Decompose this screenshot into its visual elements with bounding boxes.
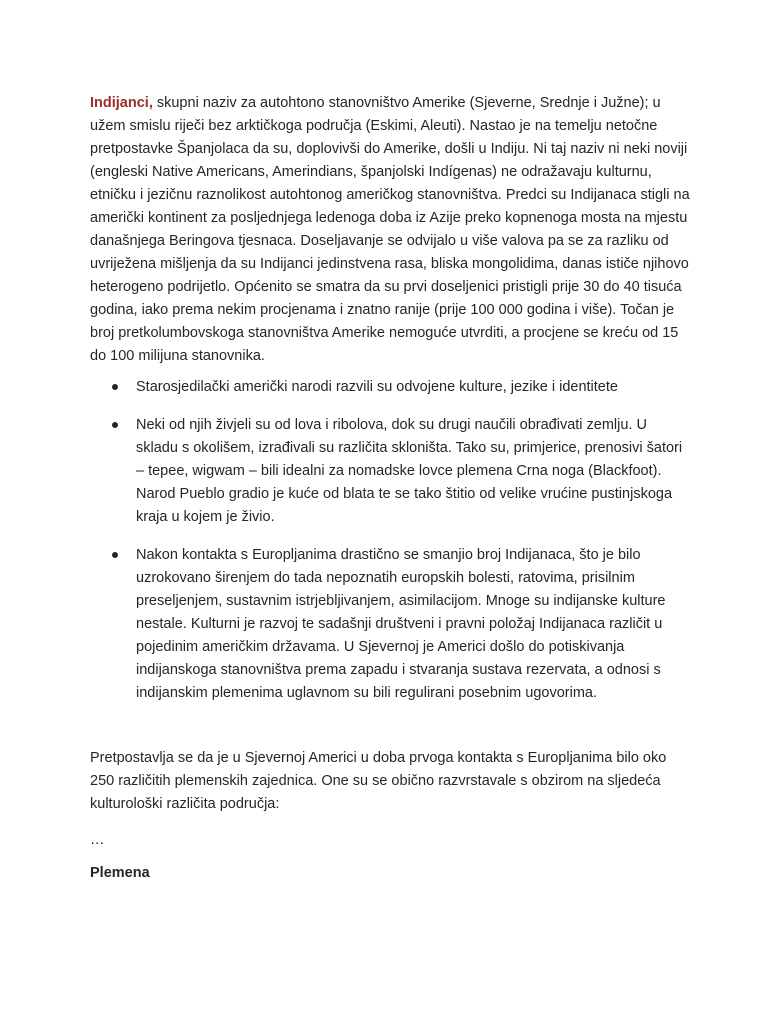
bullet-icon [112,384,118,390]
list-item [90,544,690,705]
bullet-icon [112,552,118,558]
list-item-text: Neki od njih živjeli su od lova i ribolova, dok su drugi naučili obrađivati zemlju. U skladu s okolišem, izrađivali su različita skloništa. Tako su, primjerice, prenosivi šatori – tepee, wigwam – bili idealni za nomadske lovce plemena Crna noga (Blackfoot). Narod Pueblo gradio je kuće od blata te se tako štitio od velike vrućine pustinjskoga kraja u kojem je živio. [136,417,683,525]
second-paragraph: Pretpostavlja se da je u Sjevernoj Americi u doba prvoga kontakta s Europljanima bilo oko 250 različitih plemenskih zajednica. One su se obično razvrstavale s obzirom na sljedeća kulturološki različita područja: [90,750,667,812]
ellipsis: … [90,832,105,848]
list-item-text: Nakon kontakta s Europljanima drastično se smanjio broj Indijanaca, što je bilo uzrokovano širenjem do tada nepoznatih europskih bolesti, ratovima, prisilnim preseljenjem, sustavnim istrjebljivanjem, asimilacijom. Mnoge su indijanske kulture nestale. Kulturni je razvoj te sadašnji društveni i pravni položaj Indijanaca različit u pojedinim američkim državama. U Sjevernoj je Americi došlo do potiskivanja indijanskoga stanovništva prema zapadu i stvaranja sustava rezervata, a odnosi s indijanskim plemenima uglavnom su bili regulirani posebnim ugovorima. [136,547,666,701]
list-item [90,414,690,529]
section-heading: Plemena [90,865,150,881]
bullet-icon [112,422,118,428]
term-indijanci: Indijanci, [90,95,153,111]
list-item [90,376,690,399]
intro-paragraph [90,92,690,368]
intro-text: skupni naziv za autohtono stanovništvo Amerike (Sjeverne, Srednje i Južne); u užem smislu riječi bez arktičkoga područja (Eskimi, Aleuti). Nastao je na temelju netočne pretpostavke Španjolaca da su, doplovivši do Amerike, došli u Indiju. Ni taj naziv ni neki noviji (engleski Native Americans, Amerindians, španjolski Indígenas) ne odražavaju kulturnu, etničku i jezičnu raznolikost autohtonog američkog stanovništva. Predci su Indijanaca stigli na američki kontinent za posljednjega ledenoga doba iz Azije preko kopnenoga mosta na mjestu današnjega Beringova tjesnaca. Doseljavanje se odvijalo u više valova pa se za razliku od uvriježena mišljenja da su Indijanci jedinstvena rasa, bliska mongolidima, danas ističe njihovo heterogeno podrijetlo. Općenito se smatra da su prvi doseljenici pristigli prije 30 do 40 tisuća godina, iako prema nekim procjenama i znatno ranije (prije 100 000 godina i više). Točan je broj pretkolumbovskoga stanovništva Amerike nemoguće utvrditi, a procjene se kreću od 15 do 100 milijuna stanovnika. [90,95,690,364]
bullet-list [90,376,690,720]
list-item-text: Starosjedilački američki narodi razvili su odvojene kulture, jezike i identitete [136,379,618,395]
